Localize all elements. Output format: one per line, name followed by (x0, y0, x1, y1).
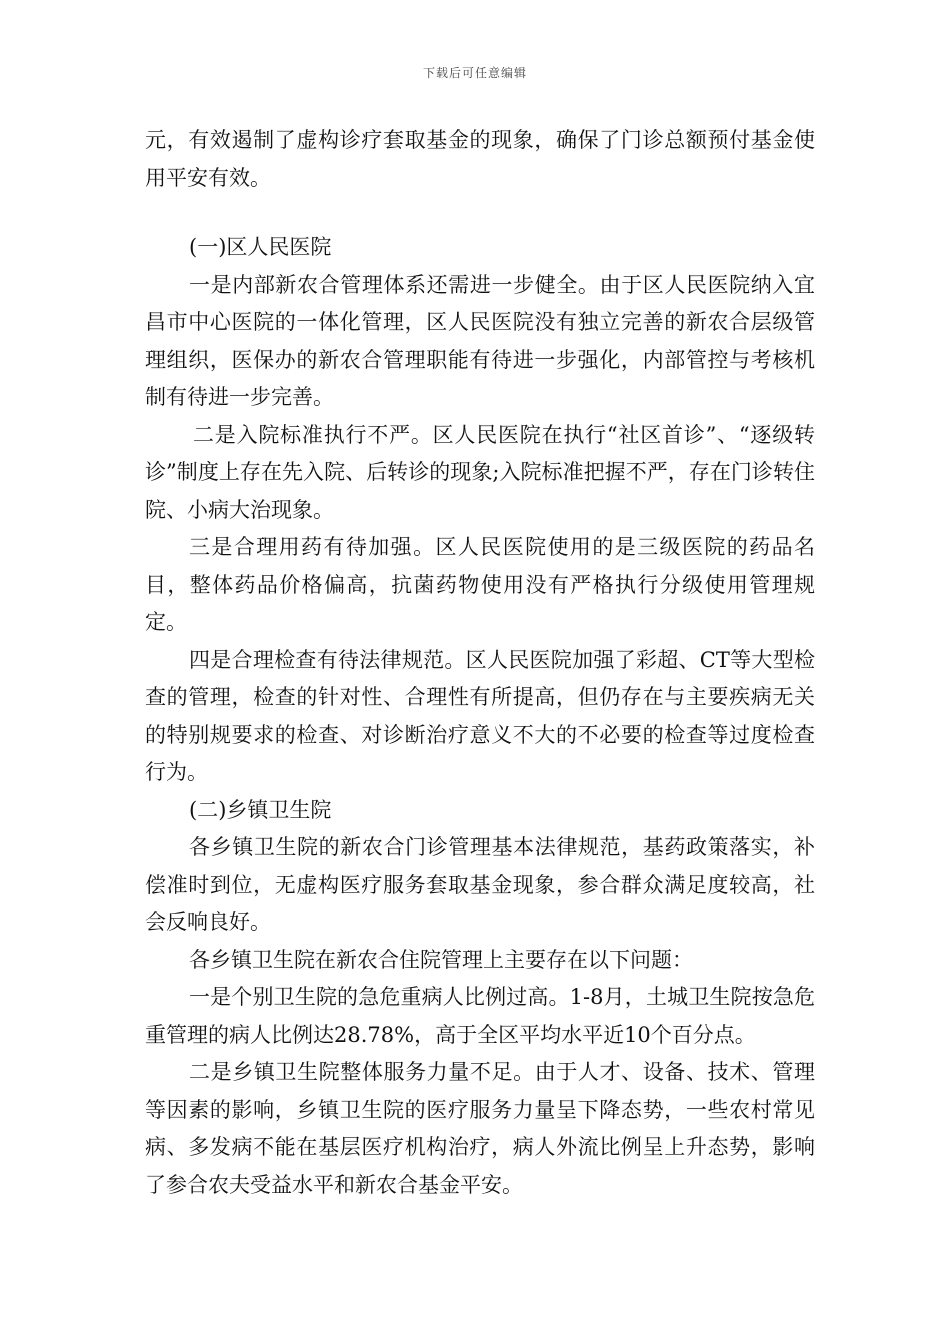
paragraph-admission-standard: 二是入院标准执行不严。区人民医院在执行“社区首诊”、“逐级转诊”制度上存在先入院、后转诊的现象;入院标准把握不严，存在门诊转住院、小病大治现象。 (145, 422, 815, 522)
paragraph-critical-patient-ratio: 一是个别卫生院的急危重病人比例过高。1-8月，土城卫生院按急危重管理的病人比例达28.78%，高于全区平均水平近10个百分点。 (145, 985, 815, 1047)
paragraph-rational-medication: 三是合理用药有待加强。区人民医院使用的是三级医院的药品名目，整体药品价格偏高，抗菌药物使用没有严格执行分级使用管理规定。 (145, 535, 815, 634)
section-heading-township-hospitals: (二)乡镇卫生院 (189, 797, 332, 822)
paragraph-rational-examination: 四是合理检查有待法律规范。区人民医院加强了彩超、CT等大型检查的管理，检查的针对性、合理性有所提高，但仍存在与主要疾病无关的特别规要求的检查、对诊断治疗意义不大的不必要的检查等过度检查行为。 (145, 647, 815, 784)
document-body (145, 122, 815, 1204)
paragraph-outpatient-management: 各乡镇卫生院的新农合门诊管理基本法律规范，基药政策落实，补偿准时到位，无虚构医疗服务套取基金现象，参合群众满足度较高，社会反响良好。 (145, 835, 815, 934)
paragraph-continuation: 元，有效遏制了虚构诊疗套取基金的现象，确保了门诊总额预付基金使用平安有效。 (145, 128, 815, 190)
section-heading-district-hospital: (一)区人民医院 (189, 235, 332, 259)
paragraph-inpatient-problems-intro: 各乡镇卫生院在新农合住院管理上主要存在以下问题： (189, 947, 693, 972)
page-header-note: 下载后可任意编辑 (422, 66, 527, 80)
paragraph-service-capacity: 二是乡镇卫生院整体服务力量不足。由于人才、设备、技术、管理等因素的影响，乡镇卫生院的医疗服务力量呈下降态势，一些农村常见病、多发病不能在基层医疗机构治疗，病人外流比例呈上升态势，影响了参合农夫受益水平和新农合基金平安。 (145, 1060, 815, 1197)
paragraph-management-system: 一是内部新农合管理体系还需进一步健全。由于区人民医院纳入宜昌市中心医院的一体化管理，区人民医院没有独立完善的新农合层级管理组织，医保办的新农合管理职能有待进一步强化，内部管控与考核机制有待进一步完善。 (145, 272, 815, 409)
